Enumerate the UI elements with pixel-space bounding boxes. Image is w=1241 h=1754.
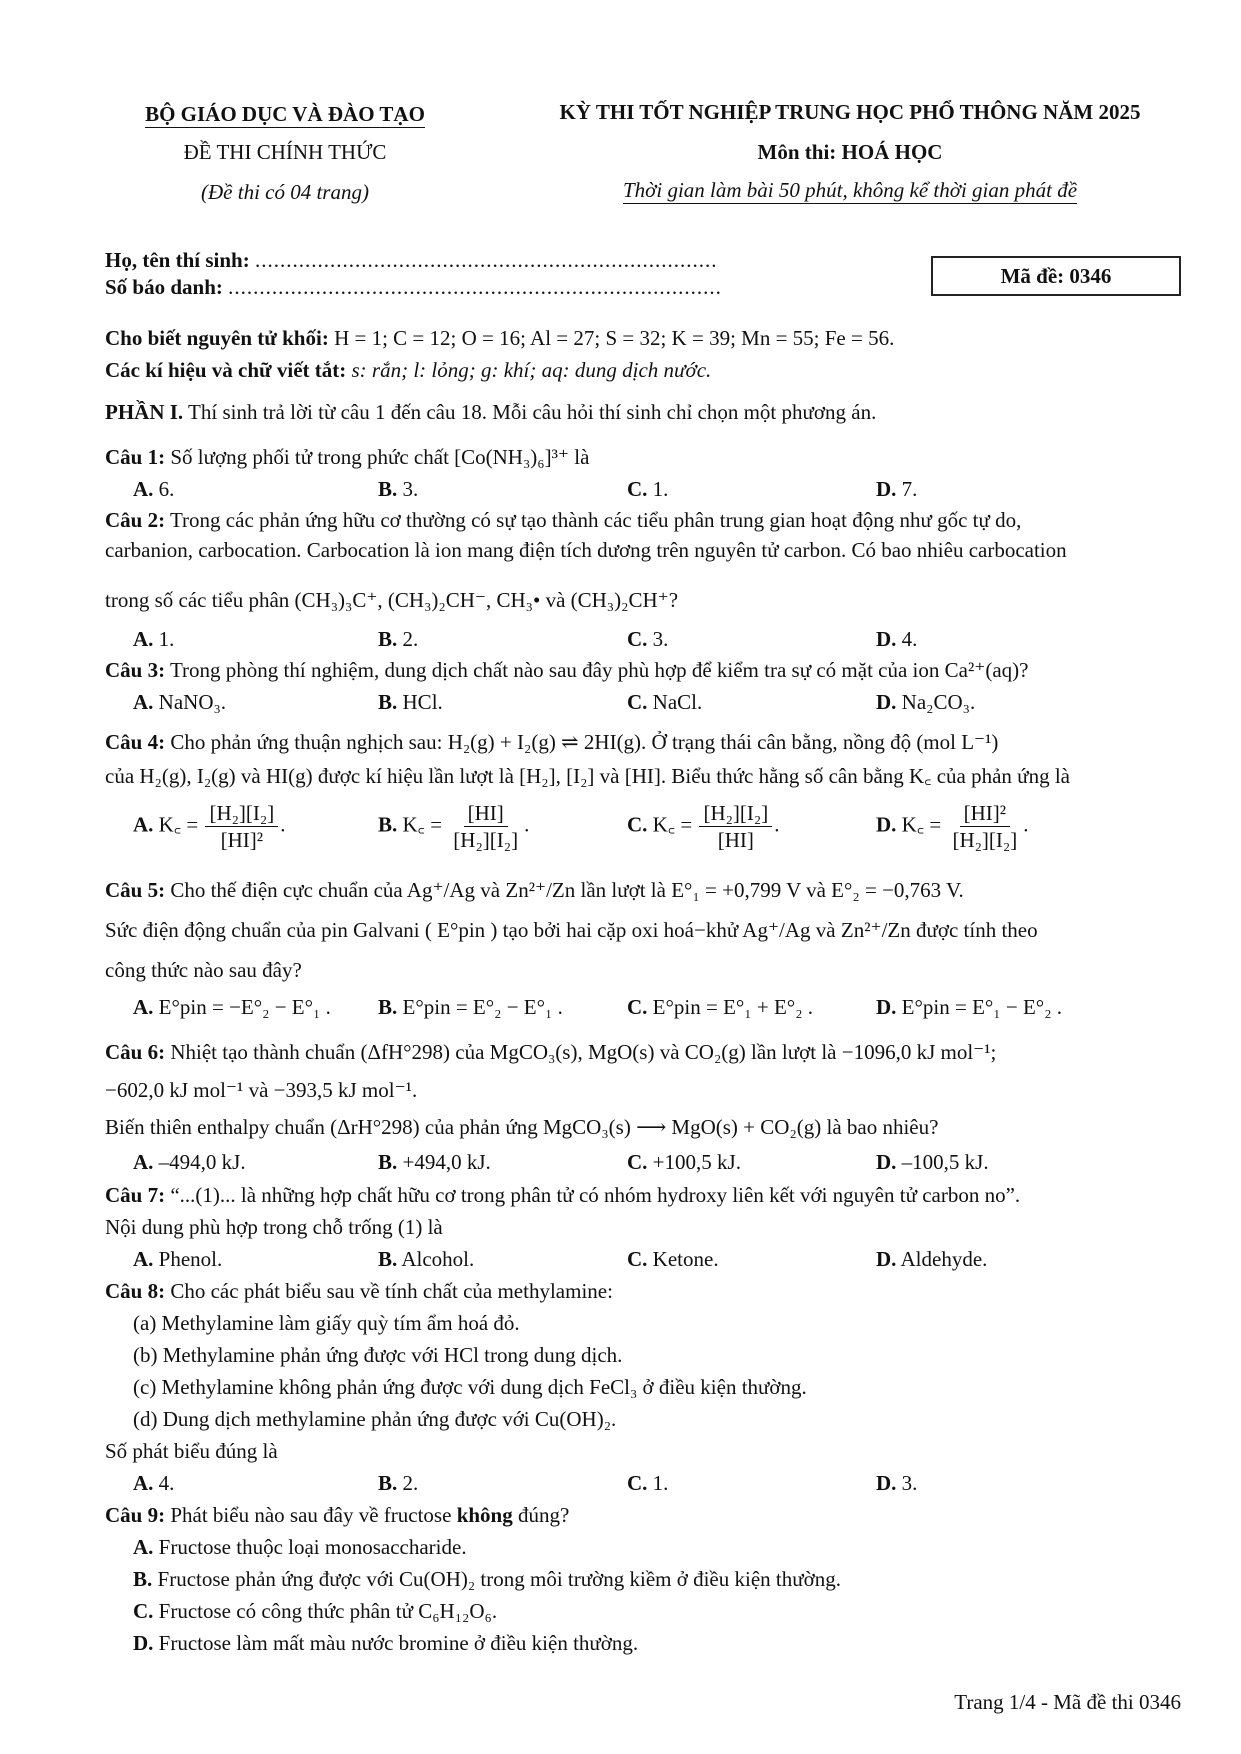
q4-option-d[interactable]: D. K꜀ = $\frac{\text{[HI]²}}{\text{[H₂][I₂]}}$ . — [876, 801, 1029, 852]
q5-option-b[interactable]: B. E°pin = E°₂ − E°₁ . — [378, 995, 563, 1019]
q2-option-b[interactable]: B. 2. — [378, 627, 419, 651]
q5-option-a[interactable]: A. E°pin = −E°₂ − E°₁ . — [133, 995, 331, 1019]
exam-code-box: Mã đề: 0346 — [931, 256, 1181, 296]
question-1: Câu 1: Số lượng phối tử trong phức chất [Co(NH₃)₆]³⁺ là — [105, 445, 590, 469]
question-7-line-2: Nội dung phù hợp trong chỗ trống (1) là — [105, 1215, 443, 1239]
question-4-line-1: Câu 4: Cho phản ứng thuận nghịch sau: H₂(g) + I₂(g) ⇌ 2HI(g). Ở trạng thái cân bằng, nồng độ (mol L⁻¹) — [105, 730, 999, 754]
q7-option-d[interactable]: D. Aldehyde. — [876, 1247, 988, 1271]
option-letter: D. — [876, 690, 897, 714]
part-1-instructions: PHẦN I. Thí sinh trả lời từ câu 1 đến câu 18. Mỗi câu hỏi thí sinh chỉ chọn một phương án. — [105, 400, 877, 424]
option-letter: C. — [627, 1150, 648, 1174]
q1-option-b[interactable]: B. 3. — [378, 477, 419, 501]
question-6-line-2: −602,0 kJ mol⁻¹ và −393,5 kJ mol⁻¹. — [105, 1078, 418, 1102]
q6-option-a[interactable]: A. –494,0 kJ. — [133, 1150, 246, 1174]
option-letter: D. — [876, 477, 897, 501]
q2-option-a[interactable]: A. 1. — [133, 627, 175, 651]
option-letter: D. — [876, 1150, 897, 1174]
option-letter: D. — [876, 995, 897, 1019]
time-note: Thời gian làm bài 50 phút, không kể thời gian phát đề — [622, 178, 1078, 202]
option-letter: D. — [876, 1471, 897, 1495]
option-letter: B. — [378, 995, 398, 1019]
q4-option-a[interactable]: A. K꜀ = $\frac{\text{[H₂][I₂]}}{\text{[HI]²}}$ . — [133, 801, 286, 852]
q6-option-b[interactable]: B. +494,0 kJ. — [378, 1150, 491, 1174]
option-letter: B. — [378, 1150, 398, 1174]
q9-option-b[interactable]: B. Fructose phản ứng được với Cu(OH)₂ trong môi trường kiềm ở điều kiện thường. — [133, 1567, 841, 1591]
q8-option-c[interactable]: C. 1. — [627, 1471, 669, 1495]
option-letter: B. — [133, 1567, 153, 1591]
q8-option-b[interactable]: B. 2. — [378, 1471, 419, 1495]
candidate-name-line: Họ, tên thí sinh: .......................................................................... — [105, 248, 718, 272]
page-footer: Trang 1/4 - Mã đề thi 0346 — [954, 1690, 1181, 1714]
q4-option-b[interactable]: B. K꜀ = $\frac{[HI]}{\text{[H₂][I₂]}}$ . — [378, 801, 530, 852]
option-letter: C. — [627, 1247, 648, 1271]
q5-option-d[interactable]: D. E°pin = E°₁ − E°₂ . — [876, 995, 1063, 1019]
option-letter: B. — [378, 690, 398, 714]
exam-title: KỲ THI TỐT NGHIỆP TRUNG HỌC PHỔ THÔNG NĂM 2025 — [559, 100, 1141, 124]
option-letter: D. — [133, 1631, 154, 1655]
q7-option-c[interactable]: C. Ketone. — [627, 1247, 719, 1271]
q8-statement-b: (b) Methylamine phản ứng được với HCl trong dung dịch. — [133, 1343, 623, 1367]
option-letter: C. — [627, 477, 648, 501]
option-letter: A. — [133, 1247, 154, 1271]
q8-statement-d: (d) Dung dịch methylamine phản ứng được với Cu(OH)₂. — [133, 1407, 617, 1431]
option-letter: B. — [378, 477, 398, 501]
q8-statement-c: (c) Methylamine không phản ứng được với dung dịch FeCl₃ ở điều kiện thường. — [133, 1375, 807, 1399]
question-6-line-1: Câu 6: Nhiệt tạo thành chuẩn (ΔfH°298) của MgCO₃(s), MgO(s) và CO₂(g) lần lượt là −1096,0 kJ mol⁻¹; — [105, 1040, 997, 1064]
option-letter: A. — [133, 477, 154, 501]
q3-option-c[interactable]: C. NaCl. — [627, 690, 703, 714]
q3-option-d[interactable]: D. Na₂CO₃. — [876, 690, 976, 714]
question-5-line-3: công thức nào sau đây? — [105, 958, 302, 982]
pages-note: (Đề thi có 04 trang) — [201, 180, 369, 204]
q9-option-d[interactable]: D. Fructose làm mất màu nước bromine ở điều kiện thường. — [133, 1631, 639, 1655]
option-letter: A. — [133, 1535, 154, 1559]
q7-option-b[interactable]: B. Alcohol. — [378, 1247, 475, 1271]
q2-option-c[interactable]: C. 3. — [627, 627, 669, 651]
q2-option-d[interactable]: D. 4. — [876, 627, 918, 651]
option-letter: C. — [627, 627, 648, 651]
question-2-line-2: carbanion, carbocation. Carbocation là ion mang điện tích dương trên nguyên tử carbon. Có bao nhiêu carbocation — [105, 538, 1067, 562]
option-letter: A. — [133, 1150, 154, 1174]
question-4-line-2: của H₂(g), I₂(g) và HI(g) được kí hiệu lần lượt là [H₂], [I₂] và [HI]. Biểu thức hằng số cân bằng K꜀ của phản ứng là — [105, 764, 1070, 788]
q9-option-a[interactable]: A. Fructose thuộc loại monosaccharide. — [133, 1535, 467, 1559]
q4-option-c[interactable]: C. K꜀ = $\frac{\text{[H₂][I₂]}}{[HI]}$ . — [627, 801, 780, 852]
q8-option-a[interactable]: A. 4. — [133, 1471, 175, 1495]
q9-option-c[interactable]: C. Fructose có công thức phân tử C₆H₁₂O₆. — [133, 1599, 498, 1623]
question-9: Câu 9: Phát biểu nào sau đây về fructose không đúng? — [105, 1503, 570, 1527]
option-letter: B. — [378, 1247, 398, 1271]
question-3: Câu 3: Trong phòng thí nghiệm, dung dịch chất nào sau đây phù hợp để kiểm tra sự có mặt của ion Ca²⁺(aq)? — [105, 658, 1029, 682]
option-letter: A. — [133, 627, 154, 651]
q7-option-a[interactable]: A. Phenol. — [133, 1247, 223, 1271]
option-letter: D. — [876, 1247, 897, 1271]
option-letter: C. — [627, 690, 648, 714]
candidate-id-line: Số báo danh: ............................................................................... — [105, 275, 722, 299]
option-letter: A. — [133, 1471, 154, 1495]
option-letter: B. — [378, 627, 398, 651]
question-8: Câu 8: Cho các phát biểu sau về tính chất của methylamine: — [105, 1279, 613, 1303]
question-7-line-1: Câu 7: “...(1)... là những hợp chất hữu cơ trong phân tử có nhóm hydroxy liên kết với nguyên tử carbon no”. — [105, 1183, 1021, 1207]
q8-ask: Số phát biểu đúng là — [105, 1439, 278, 1463]
q8-option-d[interactable]: D. 3. — [876, 1471, 918, 1495]
option-letter: C. — [627, 1471, 648, 1495]
option-letter: A. — [133, 995, 154, 1019]
q6-option-d[interactable]: D. –100,5 kJ. — [876, 1150, 989, 1174]
subject: Môn thi: HOÁ HỌC — [757, 140, 943, 164]
option-letter: D. — [876, 627, 897, 651]
option-letter: A. — [133, 690, 154, 714]
atomic-mass-line: Cho biết nguyên tử khối: H = 1; C = 12; O = 16; Al = 27; S = 32; K = 39; Mn = 55; Fe = 56. — [105, 326, 895, 350]
option-letter: C. — [133, 1599, 154, 1623]
q1-option-a[interactable]: A. 6. — [133, 477, 175, 501]
ministry: BỘ GIÁO DỤC VÀ ĐÀO TẠO — [145, 102, 425, 126]
option-letter: C. — [627, 995, 648, 1019]
q5-option-c[interactable]: C. E°pin = E°₁ + E°₂ . — [627, 995, 814, 1019]
q1-option-d[interactable]: D. 7. — [876, 477, 918, 501]
question-2-line-1: Câu 2: Trong các phản ứng hữu cơ thường có sự tạo thành các tiểu phân trung gian hoạt động như gốc tự do, — [105, 508, 1022, 532]
symbols-line: Các kí hiệu và chữ viết tắt: s: rắn; l: lỏng; g: khí; aq: dung dịch nước. — [105, 358, 712, 382]
q3-option-a[interactable]: A. NaNO₃. — [133, 690, 227, 714]
question-5-line-1: Câu 5: Cho thế điện cực chuẩn của Ag⁺/Ag và Zn²⁺/Zn lần lượt là E°₁ = +0,799 V và E°₂ = −0,763 V. — [105, 878, 964, 902]
q6-option-c[interactable]: C. +100,5 kJ. — [627, 1150, 741, 1174]
question-6-line-3: Biến thiên enthalpy chuẩn (ΔrH°298) của phản ứng MgCO₃(s) ⟶ MgO(s) + CO₂(g) là bao nhiêu? — [105, 1115, 939, 1139]
q8-statement-a: (a) Methylamine làm giấy quỳ tím ẩm hoá đỏ. — [133, 1311, 520, 1335]
question-2-line-3: trong số các tiểu phân (CH₃)₃C⁺, (CH₃)₂CH⁻, CH₃• và (CH₃)₂CH⁺? — [105, 588, 679, 612]
q3-option-b[interactable]: B. HCl. — [378, 690, 443, 714]
exam-type: ĐỀ THI CHÍNH THỨC — [183, 140, 387, 164]
question-5-line-2: Sức điện động chuẩn của pin Galvani ( E°pin ) tạo bởi hai cặp oxi hoá−khử Ag⁺/Ag và Zn²⁺/Zn được tính theo — [105, 918, 1038, 942]
q1-option-c[interactable]: C. 1. — [627, 477, 669, 501]
option-letter: B. — [378, 1471, 398, 1495]
